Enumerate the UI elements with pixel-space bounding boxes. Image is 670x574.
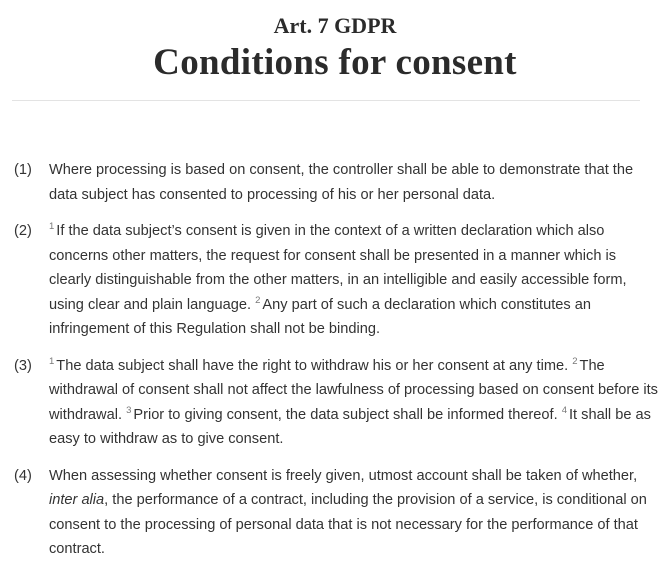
sentence-text: The withdrawal of consent shall not affect the lawfulness of processing based on consent before its withdrawal. [49, 357, 658, 423]
paragraph-1 [0, 158, 660, 207]
sentence-text: Prior to giving consent, the data subject shall be informed thereof. [133, 406, 558, 423]
sentence-text: Where processing is based on consent, the controller shall be able to demonstrate that the data subject has consented to processing of his or her personal data. [49, 162, 634, 203]
paragraph-2 [0, 219, 660, 342]
sentence-text: When assessing whether consent is freely given, utmost account shall be taken of whether, [49, 467, 638, 484]
paragraph-number: (4) [14, 467, 32, 484]
article-title: Conditions for consent [153, 42, 517, 83]
sentence-text: The data subject shall have the right to withdraw his or her consent at any time. [56, 357, 569, 374]
sentence-text: Any part of such a declaration which constitutes an infringement of this Regulation shall not be binding. [49, 296, 591, 337]
paragraph-4 [0, 464, 660, 562]
header-divider [12, 100, 640, 101]
paragraph-number: (3) [14, 357, 32, 374]
paragraph-number: (2) [14, 223, 32, 239]
sentence-text: It shall be as easy to withdraw as to give consent. [49, 406, 651, 447]
article-body [0, 158, 660, 574]
latin-phrase: inter alia [49, 492, 105, 508]
sentence-marker: 2 [572, 355, 578, 367]
sentence-marker: 3 [126, 404, 132, 416]
paragraph-text [49, 219, 660, 342]
sentence-text: If the data subject’s consent is given in the context of a written declaration which also concerns other matters, the request for consent shall be presented in a manner which is clearly distinguishable from the other matters, in an intelligible and easily accessible form, using clear and plain language. [49, 223, 627, 313]
sentence-marker: 2 [255, 294, 261, 306]
paragraph-text [49, 158, 660, 207]
paragraph-number: (1) [14, 162, 32, 178]
sentence-text: , the performance of a contract, including the provision of a service, is conditional on consent to the processing of personal data that is not necessary for the performance of that contract. [49, 492, 647, 557]
sentence-marker: 1 [49, 355, 55, 367]
sentence-marker: 1 [49, 221, 55, 232]
paragraph-3 [0, 354, 660, 452]
sentence-marker: 4 [561, 404, 567, 416]
article-number: Art. 7 GDPR [273, 13, 397, 38]
paragraph-text [49, 354, 660, 452]
paragraph-text [49, 464, 660, 562]
